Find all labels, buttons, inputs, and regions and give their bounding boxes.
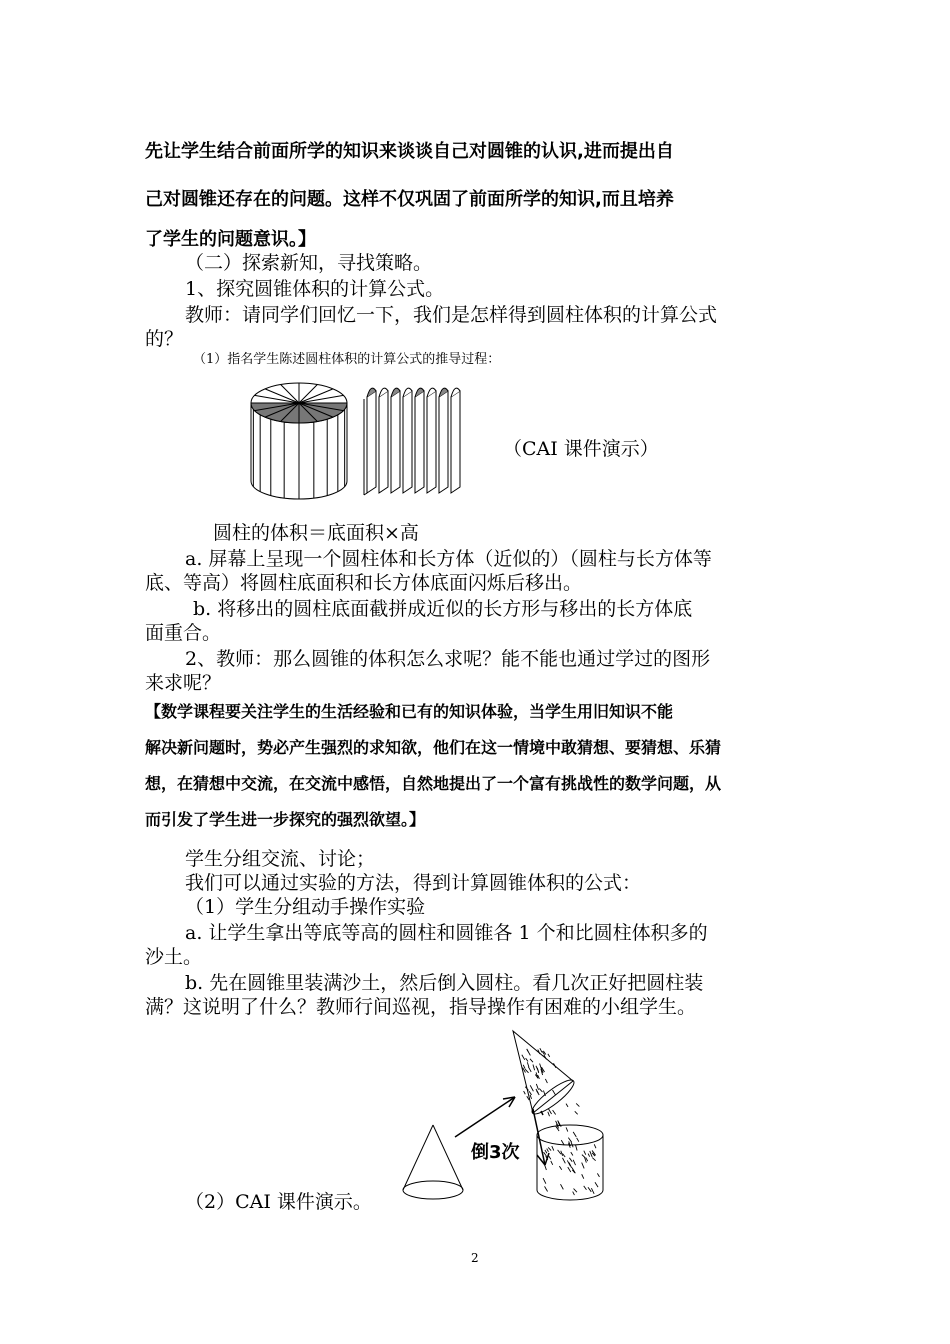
cone-pour-figure bbox=[395, 1025, 615, 1215]
step-b-line-2: 面重合。 bbox=[145, 622, 222, 644]
section-heading: （二）探索新知，寻找策略。 bbox=[185, 252, 433, 274]
cylinder-volume-formula: 圆柱的体积＝底面积×高 bbox=[213, 522, 419, 544]
comment2-line-3: 想，在猜想中交流，在交流中感悟，自然地提出了一个富有挑战性的数学问题，从 bbox=[145, 774, 722, 793]
experiment-b-line-2: 满？这说明了什么？教师行间巡视，指导操作有困难的小组学生。 bbox=[145, 996, 697, 1018]
page-number: 2 bbox=[471, 1251, 479, 1265]
step-b-line-1: b. 将移出的圆柱底面截拼成近似的长方形与移出的长方体底 bbox=[193, 598, 693, 620]
teacher-question-line-2: 的？ bbox=[145, 328, 184, 350]
pour-times-label: 倒3次 bbox=[471, 1142, 520, 1163]
experiment-a-line-1: a. 让学生拿出等底等高的圆柱和圆锥各 1 个和比圆柱体积多的 bbox=[185, 922, 708, 944]
question-line-2: 来求呢？ bbox=[145, 672, 222, 694]
teacher-question-line-1: 教师：请同学们回忆一下，我们是怎样得到圆柱体积的计算公式 bbox=[185, 304, 718, 326]
comment2-line-2: 解决新问题时，势必产生强烈的求知欲，他们在这一情境中敢猜想、要猜想、乐猜 bbox=[145, 738, 722, 757]
group-discussion: 学生分组交流、讨论； bbox=[185, 848, 376, 870]
comment-line-3: 了学生的问题意识。】 bbox=[145, 229, 316, 250]
experiment-step-1: （1）学生分组动手操作实验 bbox=[185, 896, 426, 918]
experiment-intro: 我们可以通过实验的方法，得到计算圆锥体积的公式： bbox=[185, 872, 642, 894]
subsection-heading: 1、探究圆锥体积的计算公式。 bbox=[185, 278, 445, 300]
comment-line-1: 先让学生结合前面所学的知识来谈谈自己对圆锥的认识,进而提出自 bbox=[145, 141, 674, 162]
cylinder-figure bbox=[245, 375, 485, 505]
question-line-1: 2、教师：那么圆锥的体积怎么求呢？能不能也通过学过的图形 bbox=[185, 648, 711, 670]
comment2-line-4: 而引发了学生进一步探究的强烈欲望。】 bbox=[145, 810, 426, 829]
experiment-b-line-1: b. 先在圆锥里装满沙土，然后倒入圆柱。看几次正好把圆柱装 bbox=[185, 972, 704, 994]
comment2-line-1: 【数学课程要关注学生的生活经验和已有的知识体验，当学生用旧知识不能 bbox=[145, 702, 674, 721]
comment-line-2: 己对圆锥还存在的问题。这样不仅巩固了前面所学的知识,而且培养 bbox=[145, 189, 674, 210]
step-a-line-1: a. 屏幕上呈现一个圆柱体和长方体（近似的）（圆柱与长方体等 bbox=[185, 548, 712, 570]
step-a-line-2: 底、等高）将圆柱底面积和长方体底面闪烁后移出。 bbox=[145, 572, 583, 594]
cai-demo: （2）CAI 课件演示。 bbox=[185, 1191, 372, 1213]
figure1-caption: （CAI 课件演示） bbox=[503, 438, 659, 460]
experiment-a-line-2: 沙土。 bbox=[145, 946, 203, 968]
derivation-step: （1）指名学生陈述圆柱体积的计算公式的推导过程： bbox=[193, 352, 501, 367]
